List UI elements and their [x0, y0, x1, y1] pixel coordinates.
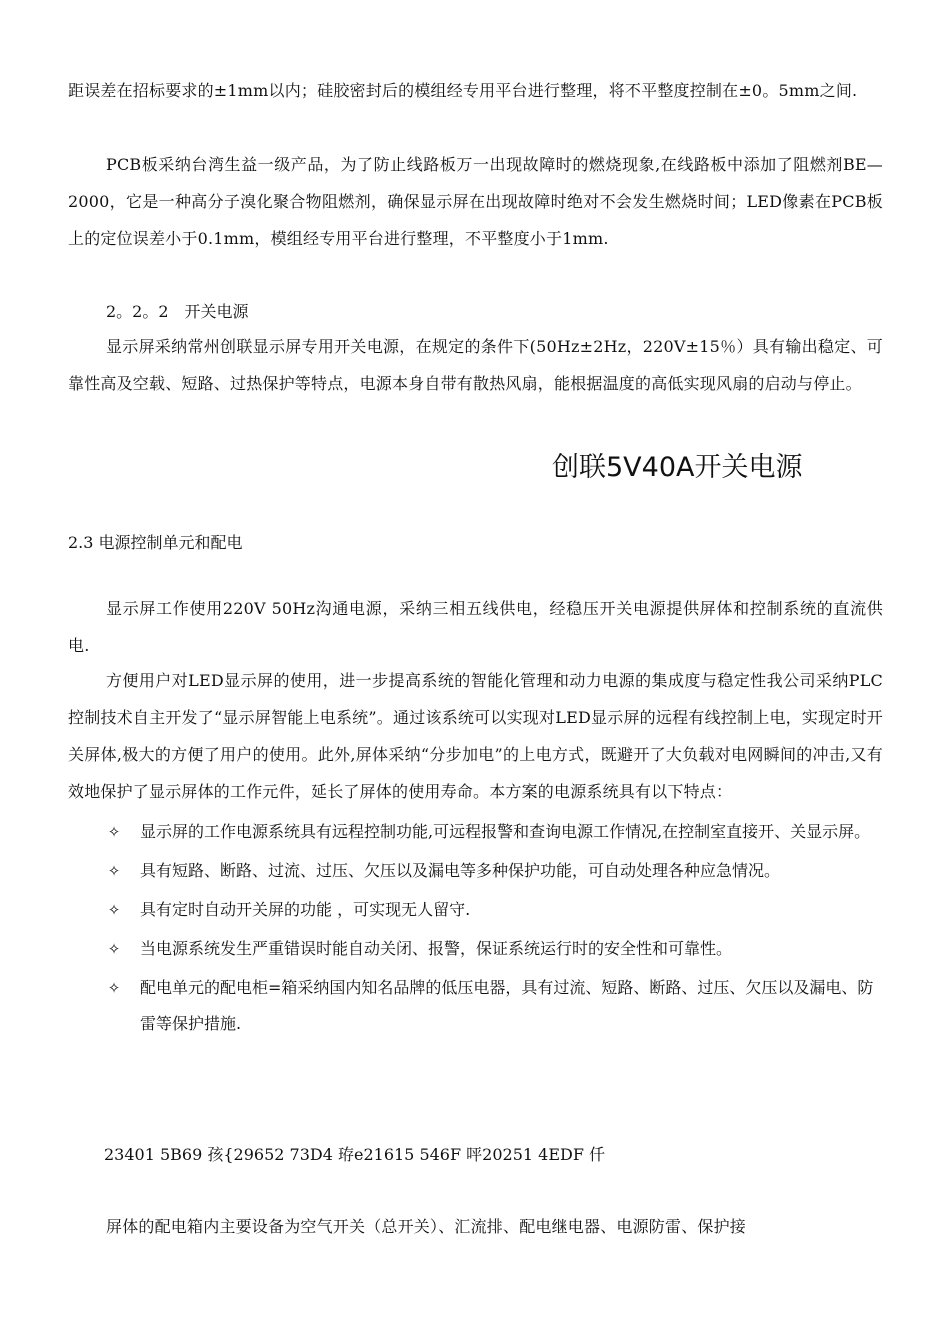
list-item-text: 具有短路、断路、过流、过压、欠压以及漏电等多种保护功能，可自动处理各种应急情况。: [140, 861, 781, 880]
garbled-code-line: 23401 5B69 孩{29652 73D4 珔e21615 546F 呯20251 4EDF 仟: [104, 1145, 606, 1164]
section-heading-2-3: 2.3 电源控制单元和配电: [68, 533, 243, 552]
diamond-star-icon: ✧: [107, 940, 121, 958]
list-item: [104, 892, 884, 928]
paragraph-module-tolerance: 距误差在招标要求的±1mm以内；硅胶密封后的模组经专用平台进行整理，将不平整度控制在±0。5mm之间.: [68, 81, 858, 100]
paragraph-distribution-box: 屏体的配电箱内主要设备为空气开关（总开关）、汇流排、配电继电器、电源防雷、保护接: [106, 1217, 747, 1236]
list-item: [104, 970, 884, 1042]
paragraph-switch-power: 显示屏采纳常州创联显示屏专用开关电源，在规定的条件下(50Hz±2Hz，220V±15％）具有输出稳定、可靠性高及空载、短路、过热保护等特点，电源本身自带有散热风扇，能根据温度的高低实现风扇的启动与停止。: [68, 337, 883, 393]
figure-title-power-supply: 创联5V40A开关电源: [552, 452, 803, 483]
diamond-star-icon: ✧: [107, 979, 121, 997]
paragraph-pcb-board: PCB板采纳台湾生益一级产品，为了防止线路板万一出现故障时的燃烧现象,在线路板中添加了阻燃剂BE—2000，它是一种高分子溴化聚合物阻燃剂，确保显示屏在出现故障时绝对不会发生燃烧时间；LED像素在PCB板上的定位误差小于0.1mm，模组经专用平台进行整理，不平整度小于1mm.: [68, 155, 883, 248]
list-item: [104, 931, 884, 967]
list-item-text: 当电源系统发生严重错误时能自动关闭、报警，保证系统运行时的安全性和可靠性。: [140, 939, 733, 958]
list-item-text: 具有定时自动开关屏的功能 ，可实现无人留守.: [140, 900, 471, 919]
paragraph-ac-supply: 显示屏工作使用220V 50Hz沟通电源，采纳三相五线供电，经稳压开关电源提供屏体和控制系统的直流供电.: [68, 599, 883, 655]
list-item: [104, 814, 884, 850]
diamond-star-icon: ✧: [107, 823, 121, 841]
paragraph-plc-control: 方便用户对LED显示屏的使用，进一步提高系统的智能化管理和动力电源的集成度与稳定性我公司采纳PLC控制技术自主开发了“显示屏智能上电系统”。通过该系统可以实现对LED显示屏的远程有线控制上电，实现定时开关屏体,极大的方便了用户的使用。此外,屏体采纳“分步加电”的上电方式，既避开了大负载对电网瞬间的冲击,又有效地保护了显示屏体的工作元件，延长了屏体的使用寿命。本方案的电源系统具有以下特点：: [68, 671, 883, 801]
list-item-text: 配电单元的配电柜=箱采纳国内知名品牌的低压电器，具有过流、短路、断路、过压、欠压以及漏电、防雷等保护措施.: [140, 978, 874, 1033]
list-item: [104, 853, 884, 889]
diamond-star-icon: ✧: [107, 862, 121, 880]
diamond-star-icon: ✧: [107, 901, 121, 919]
list-item-text: 显示屏的工作电源系统具有远程控制功能,可远程报警和查询电源工作情况,在控制室直接开、关显示屏。: [140, 822, 871, 841]
section-heading-2-2-2: 2。2。2 开关电源: [106, 302, 249, 321]
feature-list: [104, 814, 884, 1045]
